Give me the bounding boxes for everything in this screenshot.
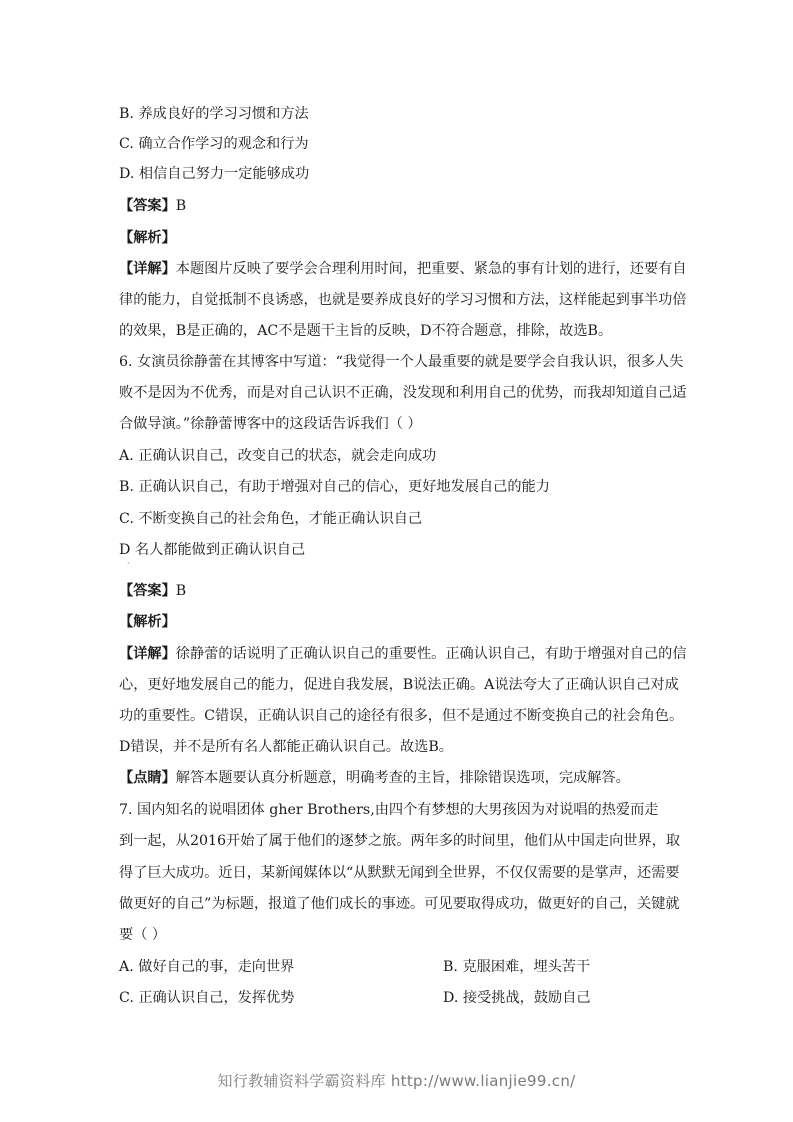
question-7-line4: 做更好的自己”为标题，报道了他们成长的事迹。可见要取得成功，做更好的自己，关键就 bbox=[119, 896, 680, 912]
analysis-label-q5: 【解析】 bbox=[119, 230, 176, 246]
answer-label: 【答案】 bbox=[119, 583, 176, 599]
option-b-q5: B. 养成良好的学习习惯和方法 bbox=[119, 106, 309, 122]
explanation-q6-line1 bbox=[119, 644, 687, 664]
question-7-line3: 得了巨大成功。近日，某新闻媒体以“从默默无闻到全世界，不仅仅需要的是掌声，还需要 bbox=[119, 865, 680, 881]
option-c-q7: C. 正确认识自己，发挥优势 bbox=[119, 990, 295, 1006]
option-c-q6: C. 不断变换自己的社会角色，才能正确认识自己 bbox=[119, 511, 423, 527]
option-a-q6: A. 正确认识自己，改变自己的状态，就会走向成功 bbox=[119, 448, 437, 464]
footer-watermark: 知行教辅资料学霸资料库 http://www.lianjie99.cn/ bbox=[217, 1072, 576, 1090]
question-6-line2: 败不是因为不优秀，而是对自己认识不正确，没发现和利用自己的优势，而我却知道自己适 bbox=[119, 385, 687, 401]
option-d-q7: D. 接受挑战，鼓励自己 bbox=[443, 990, 591, 1006]
analysis-label-q6: 【解析】 bbox=[119, 614, 176, 630]
highlight-text: 解答本题要认真分析题意，明确考查的主旨，排除错误选项，完成解答。 bbox=[175, 770, 630, 786]
answer-q6 bbox=[119, 581, 186, 601]
highlight-label: 【点睛】 bbox=[119, 770, 176, 786]
answer-label: 【答案】 bbox=[119, 198, 176, 214]
question-7-line2: 到一起，从2016开始了属于他们的逐梦之旅。两年多的时间里，他们从中国走向世界，取 bbox=[119, 833, 681, 849]
explanation-q6-line4: D错误，并不是所有名人都能正确认识自己。故选B。 bbox=[119, 739, 453, 755]
option-d-q6: D 名人都能做到正确认识自己 bbox=[119, 542, 306, 558]
option-a-q7: A. 做好自己的事，走向世界 bbox=[119, 959, 295, 975]
question-7-line5: 要（ ） bbox=[119, 927, 167, 943]
explanation-q6-line3: 功的重要性。C错误，正确认识自己的途径有很多，但不是通过不断变换自己的社会角色。 bbox=[119, 708, 684, 724]
explanation-q5-line2: 律的能力，自觉抵制不良诱惑，也就是要养成良好的学习习惯和方法，这样能起到事半功倍 bbox=[119, 292, 687, 308]
option-d-q5: D. 相信自己努力一定能够成功 bbox=[119, 166, 310, 182]
explanation-text: 本题图片反映了要学会合理利用时间，把重要、紧急的事有计划的进行，还要有自 bbox=[175, 261, 687, 277]
detail-label: 【详解】 bbox=[119, 646, 176, 662]
highlight-q6 bbox=[119, 768, 630, 788]
answer-value: B bbox=[175, 583, 187, 599]
explanation-text: 徐静蕾的话说明了正确认识自己的重要性。正确认识自己，有助于增强对自己的信 bbox=[175, 646, 687, 662]
detail-label: 【详解】 bbox=[119, 261, 176, 277]
option-c-q5: C. 确立合作学习的观念和行为 bbox=[119, 136, 309, 152]
explanation-q5-line1 bbox=[119, 259, 687, 279]
option-b-q7: B. 克服困难，埋头苦干 bbox=[443, 959, 591, 975]
answer-value: B bbox=[175, 198, 187, 214]
answer-q5 bbox=[119, 196, 186, 216]
question-7-line1: 7. 国内知名的说唱团体 gher Brothers,由四个有梦想的大男孩因为对说唱的热爱而走 bbox=[119, 802, 659, 818]
stray-dot: · bbox=[127, 559, 130, 568]
option-b-q6: B. 正确认识自己，有助于增强对自己的信心，更好地发展自己的能力 bbox=[119, 479, 550, 495]
question-6-line1: 6. 女演员徐静蕾在其博客中写道：“我觉得一个人最重要的就是要学会自我认识，很多人失 bbox=[119, 354, 684, 370]
explanation-q6-line2: 心，更好地发展自己的能力，促进自我发展，B说法正确。A说法夸大了正确认识自己对成 bbox=[119, 677, 679, 693]
question-6-line3: 合做导演。”徐静蕾博客中的这段话告诉我们（ ） bbox=[119, 416, 422, 432]
explanation-q5-line3: 的效果，B是正确的，AC不是题干主旨的反映，D不符合题意，排除，故选B。 bbox=[119, 323, 613, 339]
